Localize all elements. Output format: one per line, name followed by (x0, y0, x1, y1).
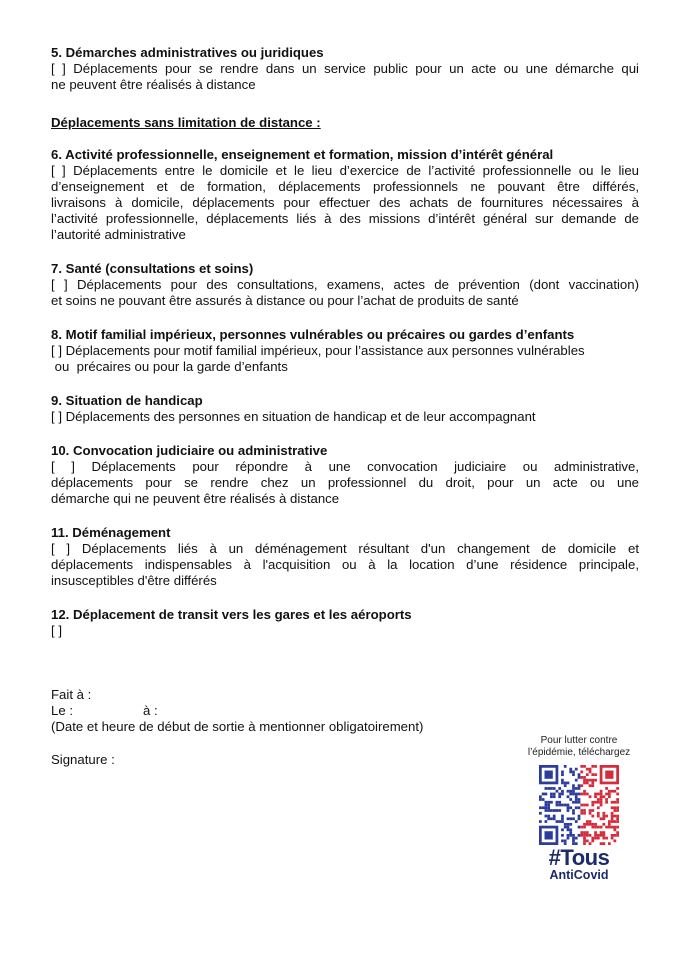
section-line[interactable]: [ ] (51, 623, 62, 638)
date-note: (Date et heure de début de sortie à mentionner obligatoirement) (51, 719, 424, 734)
attestation-page (51, 45, 639, 639)
a-label: à : (143, 703, 158, 718)
section-title: 12. Déplacement de transit vers les gares et les aéroports (51, 607, 412, 622)
le-label: Le : (51, 703, 73, 718)
section-7 (51, 261, 639, 309)
section-line: et soins ne pouvant être assurés à distance ou pour l’achat de produits de santé (51, 293, 519, 308)
section-line[interactable]: [ ] Déplacements pour des consultations, examens, actes de prévention (dont vaccination) (51, 277, 639, 292)
section-title: 7. Santé (consultations et soins) (51, 261, 254, 276)
section-line[interactable]: [ ] Déplacements pour se rendre dans un service public pour un acte ou une démarche qui (51, 61, 639, 76)
section-title: 5. Démarches administratives ou juridiques (51, 45, 324, 60)
section-line[interactable]: [ ] Déplacements pour motif familial impérieux, pour l’assistance aux personnes vulnérables (51, 343, 585, 358)
section-title: 6. Activité professionnelle, enseignement et formation, mission d’intérêt général (51, 147, 554, 162)
section-12 (51, 607, 639, 639)
section-line[interactable]: [ ] Déplacements des personnes en situation de handicap et de leur accompagnant (51, 409, 536, 424)
section-line: ou précaires ou pour la garde d’enfants (51, 359, 288, 374)
section-line: ne peuvent être réalisés à distance (51, 77, 256, 92)
brand-subtitle: AntiCovid (549, 868, 609, 882)
fait-a-label: Fait à : (51, 687, 92, 702)
tousanticovid-promo (505, 735, 653, 882)
date-time-row (51, 703, 423, 719)
qr-caption-line: Pour lutter contre (540, 735, 618, 746)
section-line: l’activité professionnelle, déplacements liés à des missions d’intérêt général sur demande de (51, 211, 639, 226)
signature-footer (51, 687, 423, 735)
section-title: 9. Situation de handicap (51, 393, 203, 408)
unlimited-distance-header: Déplacements sans limitation de distance : (51, 115, 321, 130)
section-line[interactable]: [ ] Déplacements pour répondre à une convocation judiciaire ou administrative, (51, 459, 639, 474)
section-10 (51, 443, 639, 507)
section-line[interactable]: [ ] Déplacements liés à un déménagement résultant d'un changement de domicile et (51, 541, 639, 556)
section-8 (51, 327, 639, 375)
section-title: 10. Convocation judiciaire ou administrative (51, 443, 328, 458)
section-9 (51, 393, 639, 425)
section-line: déplacements indispensables à l'acquisition ou à la location d’une résidence principale, (51, 557, 639, 572)
section-11 (51, 525, 639, 589)
section-5 (51, 45, 639, 93)
section-line: livraisons à domicile, déplacements pour effectuer des achats de fournitures nécessaires à (51, 195, 639, 210)
section-line: d’enseignement et de formation, déplacements professionnels ne pouvant être différés, (51, 179, 639, 194)
section-line[interactable]: [ ] Déplacements entre le domicile et le lieu d’exercice de l’activité professionnelle ou le lieu (51, 163, 639, 178)
brand-hashtag: #Tous (548, 845, 610, 870)
section-line: déplacements pour se rendre chez un professionnel du droit, pour un acte ou une (51, 475, 639, 490)
section-6 (51, 147, 639, 243)
section-line: l’autorité administrative (51, 227, 186, 242)
section-title: 11. Déménagement (51, 525, 171, 540)
section-line: démarche qui ne peuvent être réalisés à distance (51, 491, 340, 506)
qr-caption-line: l’épidémie, téléchargez (527, 747, 631, 758)
section-line: insusceptibles d'être différés (51, 573, 217, 588)
section-title: 8. Motif familial impérieux, personnes vulnérables ou précaires ou gardes d’enfants (51, 327, 575, 342)
qr-code-icon[interactable] (539, 765, 619, 845)
signature-label: Signature : (51, 752, 115, 767)
